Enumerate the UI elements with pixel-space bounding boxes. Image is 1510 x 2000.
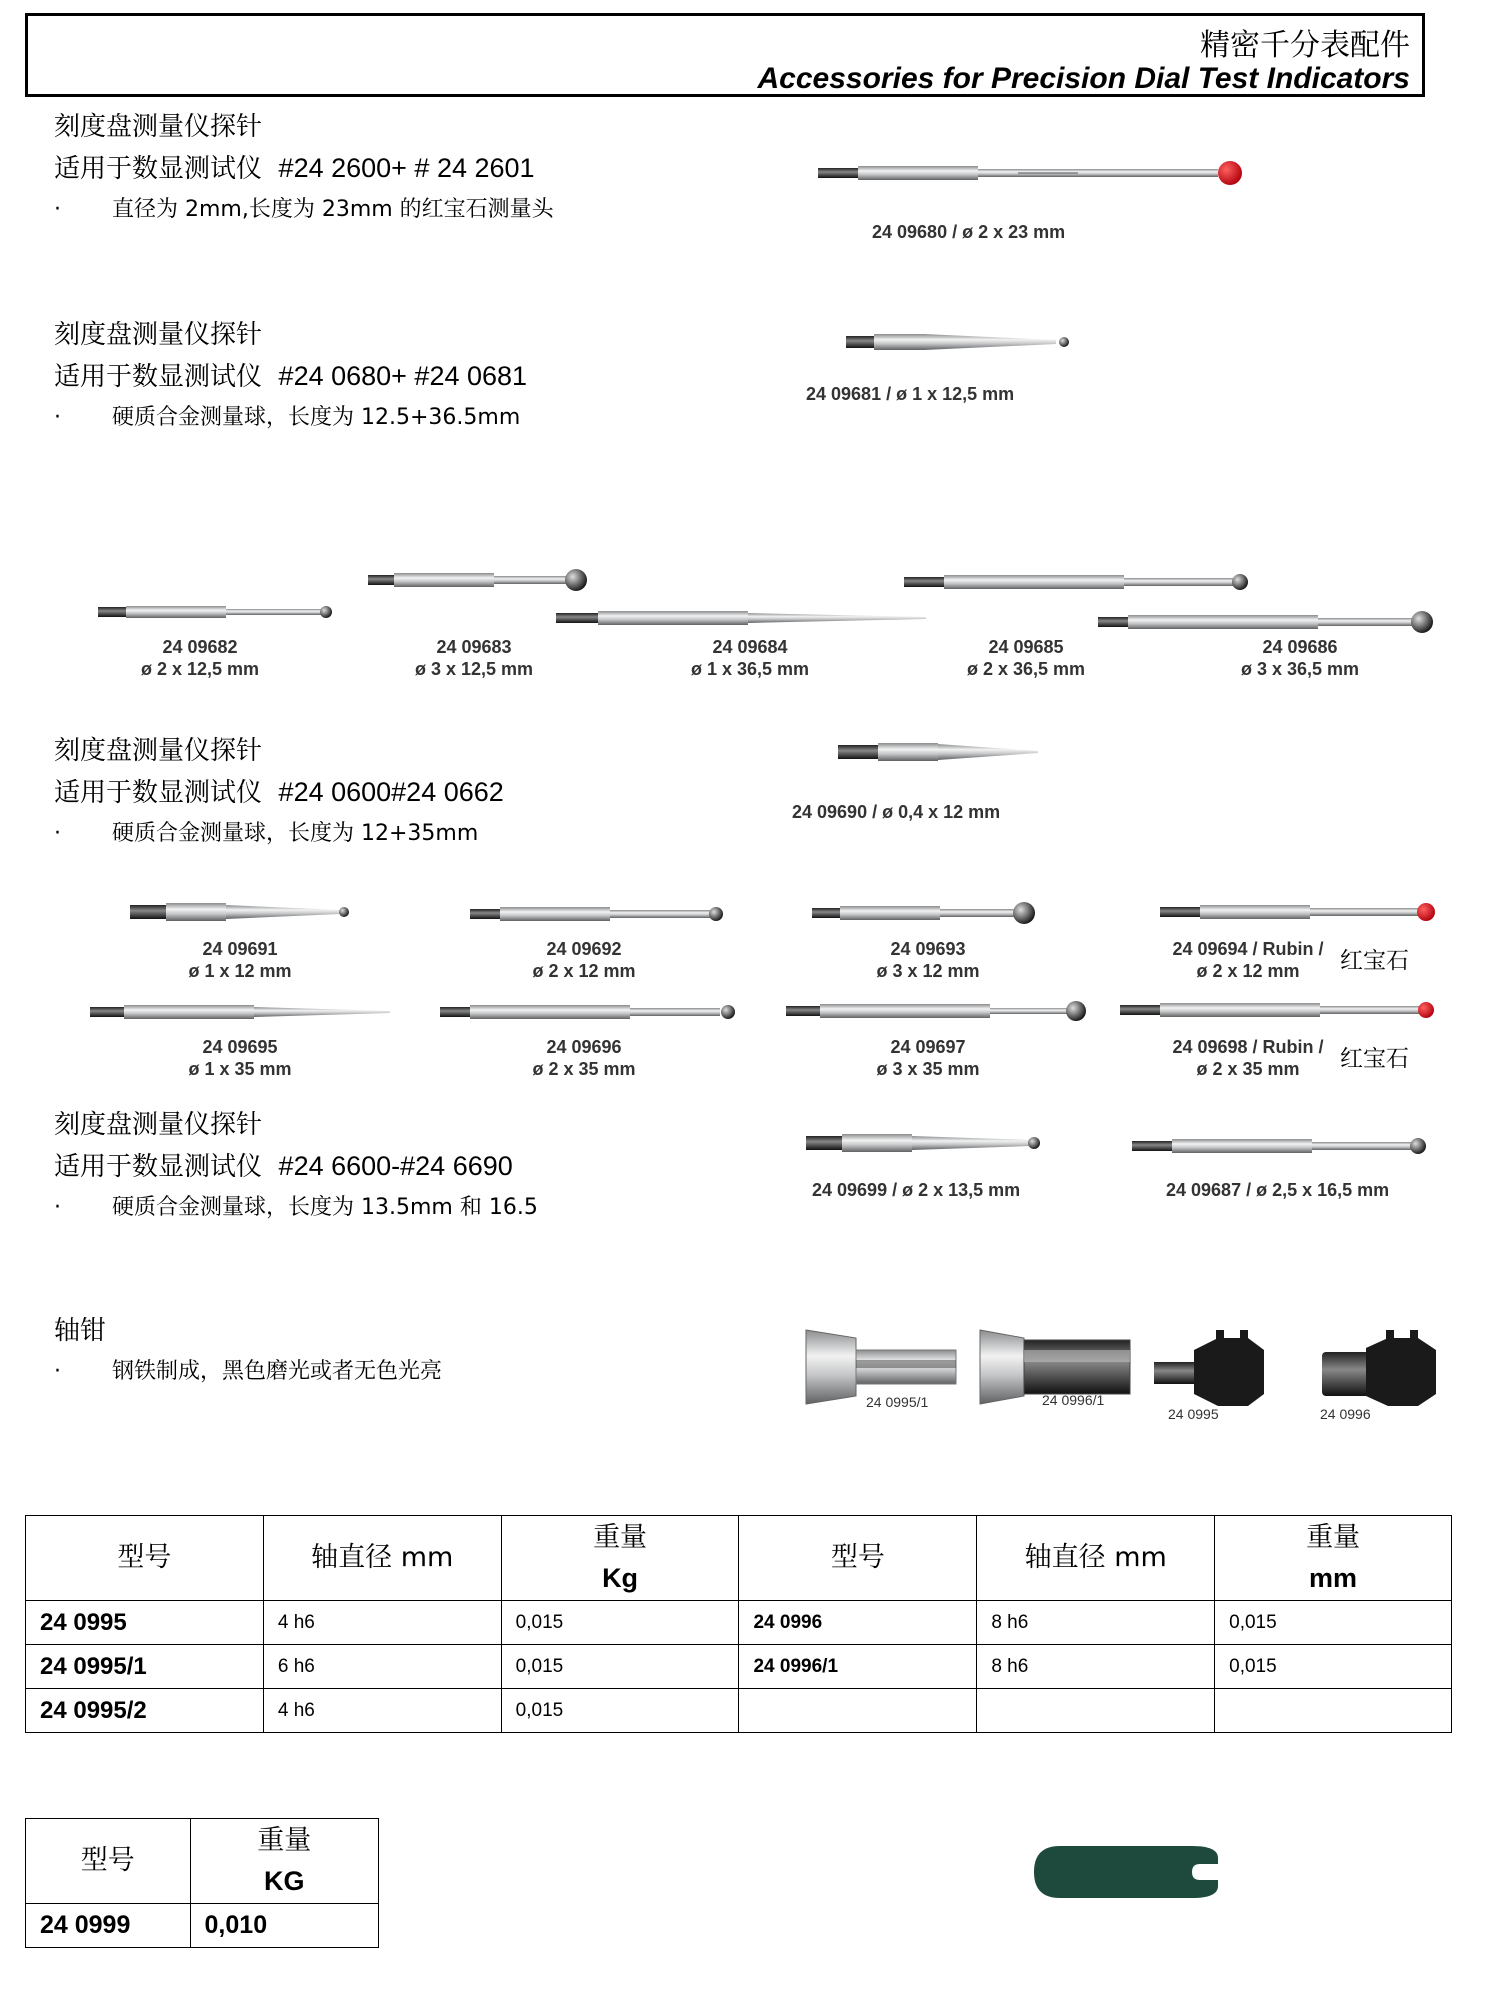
probe-24-09690-image <box>838 740 1048 764</box>
caption-code: 24 09691 <box>202 939 278 959</box>
header-weight-unit: mm <box>1309 1562 1358 1593</box>
section-2-sub-code: #24 0680+ #24 0681 <box>278 361 528 391</box>
caption-dim: ø 2 x 12,5 mm <box>140 659 260 679</box>
bullet-dot: · <box>54 1359 61 1384</box>
caption-24-09683 <box>374 636 574 680</box>
collet-24-0996-image <box>1322 1330 1442 1414</box>
section-3-sub-cn: 适用于数显测试仪 <box>54 778 263 808</box>
caption-code: 24 09695 <box>202 1037 278 1057</box>
table-row <box>26 1645 1452 1689</box>
caption-code: 24 09683 <box>436 637 512 657</box>
section-3-title: 刻度盘测量仪探针 <box>54 736 263 766</box>
caption-dim: ø 2 x 35 mm <box>1196 1059 1300 1079</box>
probe-24-09691-image <box>130 900 354 924</box>
probe-24-09683-image <box>368 566 598 594</box>
caption-24-09699: 24 09699 / ø 2 x 13,5 mm <box>812 1180 1021 1200</box>
cell-weight: 0,015 <box>1215 1601 1452 1645</box>
header-weight-cn: 重量 <box>257 1824 312 1856</box>
bullet-dot: · <box>54 821 61 846</box>
caption-dim: ø 3 x 12 mm <box>876 961 980 981</box>
caption-24-09680: 24 09680 / ø 2 x 23 mm <box>872 222 1066 242</box>
caption-code: 24 09697 <box>890 1037 966 1057</box>
header-shaft-diameter-2: 轴直径 mm <box>977 1516 1215 1601</box>
caption-24-09687: 24 09687 / ø 2,5 x 16,5 mm <box>1166 1180 1390 1200</box>
caption-dim: ø 1 x 12 mm <box>188 961 292 981</box>
cell-shaft: 4 h6 <box>263 1601 501 1645</box>
table-row <box>26 1904 379 1948</box>
wrench-24-0999-image <box>1032 1844 1220 1900</box>
cell-weight: 0,015 <box>501 1645 739 1689</box>
cell-weight <box>1215 1689 1452 1733</box>
table-header-row <box>26 1516 1452 1601</box>
probe-24-09698-image <box>1120 998 1436 1022</box>
section-2-bullet <box>54 400 520 431</box>
header-model-2: 型号 <box>739 1516 977 1601</box>
header-weight-2 <box>1215 1516 1452 1601</box>
bullet-dot: · <box>54 405 61 430</box>
caption-24-09694 <box>1148 938 1348 982</box>
collet-24-0995-image <box>1154 1330 1274 1414</box>
probe-24-09687-image <box>1132 1134 1432 1158</box>
section-2-title: 刻度盘测量仪探针 <box>54 320 263 350</box>
bullet-dot: · <box>54 197 61 222</box>
section-4-sub-cn: 适用于数显测试仪 <box>54 1152 263 1182</box>
collet-24-0995-1-image <box>806 1330 956 1404</box>
cell-model: 24 0995/2 <box>26 1689 264 1733</box>
caption-dim: ø 3 x 36,5 mm <box>1240 659 1360 679</box>
collet-bullet <box>54 1354 442 1385</box>
section-3-subtitle <box>54 772 504 809</box>
cell-model: 24 0995 <box>26 1601 264 1645</box>
header-model: 型号 <box>26 1819 191 1904</box>
section-1-title: 刻度盘测量仪探针 <box>54 112 263 142</box>
probe-24-09681-image <box>846 330 1076 354</box>
caption-code: 24 09696 <box>546 1037 622 1057</box>
caption-24-09681: 24 09681 / ø 1 x 12,5 mm <box>806 384 1015 404</box>
section-3-sub-code: #24 0600#24 0662 <box>278 777 504 807</box>
probe-24-09682-image <box>98 600 338 624</box>
section-1-bullet <box>54 192 554 223</box>
caption-24-09693 <box>828 938 1028 982</box>
caption-24-09684 <box>650 636 850 680</box>
section-4-subtitle <box>54 1146 513 1183</box>
caption-dim: ø 2 x 12 mm <box>532 961 636 981</box>
caption-code: 24 09693 <box>890 939 966 959</box>
header-weight-unit: Kg <box>602 1562 639 1593</box>
caption-24-09690: 24 09690 / ø 0,4 x 12 mm <box>792 802 1001 822</box>
header-shaft-diameter: 轴直径 mm <box>263 1516 501 1601</box>
caption-code: 24 09684 <box>712 637 788 657</box>
caption-code: 24 09698 / Rubin / <box>1172 1037 1324 1057</box>
cell-model <box>739 1689 977 1733</box>
caption-24-09697 <box>828 1036 1028 1080</box>
probe-24-09685-image <box>904 570 1254 594</box>
section-4-title: 刻度盘测量仪探针 <box>54 1110 263 1140</box>
caption-24-09694-ruby-cn: 红宝石 <box>1340 948 1409 974</box>
cell-weight: 0,010 <box>190 1904 378 1948</box>
caption-dim: ø 1 x 36,5 mm <box>690 659 810 679</box>
probe-24-09699-image <box>806 1130 1046 1156</box>
cell-shaft: 6 h6 <box>263 1645 501 1689</box>
caption-24-09692 <box>484 938 684 982</box>
cell-model: 24 0995/1 <box>26 1645 264 1689</box>
caption-code: 24 09694 / Rubin / <box>1172 939 1324 959</box>
caption-dim: ø 2 x 36,5 mm <box>966 659 1086 679</box>
section-1-sub-code: #24 2600+ # 24 2601 <box>278 153 535 183</box>
probe-24-09695-image <box>90 1002 400 1022</box>
section-1-bullet-text: 直径为 2mm,长度为 23mm 的红宝石测量头 <box>112 197 554 222</box>
section-4-bullet-text: 硬质合金测量球，长度为 13.5mm 和 16.5 <box>112 1195 538 1220</box>
table-row <box>26 1601 1452 1645</box>
collet-label-24-0996-1: 24 0996/1 <box>1042 1392 1105 1408</box>
probe-24-09692-image <box>470 902 730 926</box>
caption-dim: ø 3 x 12,5 mm <box>414 659 534 679</box>
caption-code: 24 09685 <box>988 637 1064 657</box>
caption-24-09691 <box>140 938 340 982</box>
section-4-sub-code: #24 6600-#24 6690 <box>278 1151 513 1181</box>
collet-spec-table <box>25 1515 1452 1733</box>
header-weight-cn: 重量 <box>1306 1521 1361 1553</box>
section-2-bullet-text: 硬质合金测量球，长度为 12.5+36.5mm <box>112 405 521 430</box>
wrench-spec-table <box>25 1818 379 1948</box>
bullet-dot: · <box>54 1195 61 1220</box>
collet-bullet-text: 钢铁制成，黑色磨光或者无色光亮 <box>112 1359 443 1384</box>
cell-shaft <box>977 1689 1215 1733</box>
header-weight-cn: 重量 <box>593 1521 648 1553</box>
probe-24-09684-image <box>556 608 936 628</box>
caption-dim: ø 1 x 35 mm <box>188 1059 292 1079</box>
page-header <box>25 13 1425 97</box>
header-weight <box>190 1819 378 1904</box>
cell-model: 24 0999 <box>26 1904 191 1948</box>
caption-code: 24 09692 <box>546 939 622 959</box>
probe-24-09696-image <box>440 1000 740 1024</box>
caption-24-09686 <box>1200 636 1400 680</box>
cell-model: 24 0996/1 <box>739 1645 977 1689</box>
probe-24-09694-image <box>1160 900 1438 924</box>
collet-label-24-0995: 24 0995 <box>1168 1406 1219 1422</box>
caption-dim: ø 2 x 12 mm <box>1196 961 1300 981</box>
header-title-cn: 精密千分表配件 <box>1200 28 1410 63</box>
probe-24-09680-image <box>818 158 1248 188</box>
collet-label-24-0995-1: 24 0995/1 <box>866 1394 929 1410</box>
collet-label-24-0996: 24 0996 <box>1320 1406 1371 1422</box>
caption-24-09698 <box>1148 1036 1348 1080</box>
caption-dim: ø 3 x 35 mm <box>876 1059 980 1079</box>
cell-shaft: 8 h6 <box>977 1645 1215 1689</box>
caption-24-09682 <box>100 636 300 680</box>
caption-code: 24 09682 <box>162 637 238 657</box>
section-3-bullet-text: 硬质合金测量球，长度为 12+35mm <box>112 821 479 846</box>
cell-weight: 0,015 <box>1215 1645 1452 1689</box>
caption-code: 24 09686 <box>1262 637 1338 657</box>
probe-24-09693-image <box>812 900 1042 926</box>
cell-shaft: 4 h6 <box>263 1689 501 1733</box>
header-weight-unit: KG <box>264 1865 305 1896</box>
caption-24-09696 <box>484 1036 684 1080</box>
probe-24-09697-image <box>786 998 1096 1024</box>
cell-shaft: 8 h6 <box>977 1601 1215 1645</box>
header-weight <box>501 1516 739 1601</box>
caption-24-09695 <box>140 1036 340 1080</box>
header-model: 型号 <box>26 1516 264 1601</box>
section-2-sub-cn: 适用于数显测试仪 <box>54 362 263 392</box>
collet-title: 轴钳 <box>54 1316 107 1346</box>
section-1-subtitle <box>54 148 535 185</box>
cell-weight: 0,015 <box>501 1601 739 1645</box>
section-4-bullet <box>54 1190 538 1221</box>
caption-24-09698-ruby-cn: 红宝石 <box>1340 1046 1409 1072</box>
cell-weight: 0,015 <box>501 1689 739 1733</box>
table-header-row <box>26 1819 379 1904</box>
caption-24-09685 <box>926 636 1126 680</box>
cell-model: 24 0996 <box>739 1601 977 1645</box>
header-title-en: Accessories for Precision Dial Test Indicators <box>757 62 1410 95</box>
section-1-sub-cn: 适用于数显测试仪 <box>54 154 263 184</box>
caption-dim: ø 2 x 35 mm <box>532 1059 636 1079</box>
probe-24-09686-image <box>1098 608 1438 636</box>
section-3-bullet <box>54 816 478 847</box>
section-2-subtitle <box>54 356 527 393</box>
table-row <box>26 1689 1452 1733</box>
